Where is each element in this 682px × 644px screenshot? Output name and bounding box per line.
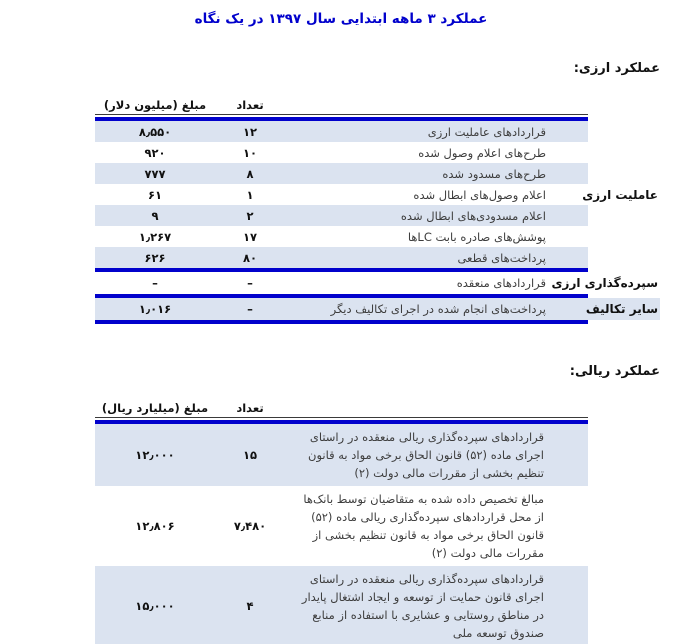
row-desc: طرح‌های مسدود شده	[442, 166, 546, 181]
table-row	[95, 424, 588, 486]
rial-header-amount: مبلغ (میلیارد ریال)	[101, 401, 209, 415]
table-row	[95, 272, 588, 294]
fx-header-amount: مبلغ (میلیون دلار)	[103, 98, 207, 112]
row-amount: ۱٫۰۱۶	[138, 302, 172, 316]
header-rule	[95, 114, 588, 115]
row-count: –	[247, 276, 253, 290]
table-row	[95, 486, 588, 566]
row-count: ۴	[246, 599, 254, 613]
fx-section-heading: عملکرد ارزی:	[573, 61, 660, 76]
rial-header-count: تعداد	[236, 401, 264, 415]
row-desc: پرداخت‌های قطعی	[457, 250, 546, 265]
row-amount: ۶۲۶	[144, 250, 166, 265]
row-amount: ۱۵٫۰۰۰	[135, 599, 175, 613]
row-amount: ۶۱	[147, 187, 163, 202]
header-rule	[95, 417, 588, 418]
page-title: عملکرد ۳ ماهه ابتدایی سال ۱۳۹۷ در یک نگاه	[194, 11, 488, 27]
row-count: ۸	[246, 166, 254, 181]
table-row	[95, 298, 588, 320]
fx-group-deposit-label: سپرده‌گذاری ارزی	[551, 276, 658, 290]
row-desc: مبالغ تخصیص داده شده به متقاضیان توسط بانک‌ها از محل قراردادهای سپرده‌گذاری ریالی ماده (۵۲) قانون الحاق برخی مواد به قانون تنظیم بخشی از مقررات مالی دولت (۲)	[303, 492, 544, 560]
row-amount: ۹۲۰	[144, 145, 166, 160]
fx-table-header	[95, 92, 588, 112]
fx-table	[95, 92, 660, 324]
rial-table	[95, 395, 660, 644]
table-row	[95, 226, 588, 247]
row-desc: قراردادهای سپرده‌گذاری ریالی منعقده در راستای اجرای قانون حمایت از توسعه و ایجاد اشتغال پایدار در مناطق روستایی و عشایری با استفاده از منابع صندوق توسعه ملی	[301, 572, 544, 640]
row-count: ۲	[246, 208, 254, 223]
row-count: ۱۷	[242, 229, 258, 244]
row-count: ۷٫۴۸۰	[233, 519, 267, 533]
row-amount: ۸٫۵۵۰	[138, 124, 172, 139]
row-amount: –	[152, 276, 158, 290]
table-row	[95, 247, 588, 268]
row-amount: ۹	[151, 208, 159, 223]
row-count: ۸۰	[242, 250, 258, 265]
row-desc: قراردادهای منعقده	[456, 276, 546, 290]
fx-group-other-label: سایر تکالیف	[585, 302, 658, 316]
row-amount: ۱۲٫۸۰۶	[135, 519, 175, 533]
table-row	[95, 184, 588, 205]
row-desc: اعلام وصول‌های ابطال شده	[413, 187, 546, 202]
rial-section-heading: عملکرد ریالی:	[569, 364, 660, 379]
table-row	[95, 566, 588, 644]
rial-table-header	[95, 395, 588, 415]
table-row	[95, 163, 588, 184]
table-row	[95, 142, 588, 163]
row-count: –	[247, 302, 253, 316]
row-count: ۱۲	[242, 124, 258, 139]
row-desc: قراردادهای عاملیت ارزی	[427, 124, 546, 139]
row-desc: طرح‌های اعلام وصول شده	[418, 145, 546, 160]
table-row	[95, 205, 588, 226]
row-count: ۱	[246, 187, 254, 202]
table-bottom-rule	[95, 320, 588, 324]
table-row	[95, 121, 588, 142]
row-amount: ۱۲٫۰۰۰	[135, 448, 175, 462]
row-count: ۱۰	[242, 145, 258, 160]
row-desc: قراردادهای سپرده‌گذاری ریالی منعقده در راستای اجرای ماده (۵۲) قانون الحاق برخی مواد به قانون تنظیم بخشی از مقررات مالی دولت (۲)	[308, 430, 544, 480]
fx-group-agency	[95, 121, 660, 268]
row-desc: پرداخت‌های انجام شده در اجرای تکالیف دیگر	[330, 302, 546, 316]
row-desc: اعلام مسدودی‌های ابطال شده	[400, 208, 546, 223]
row-desc: پوشش‌های صادره بابت LCها	[407, 229, 546, 244]
row-count: ۱۵	[242, 448, 258, 462]
row-amount: ۱٫۲۶۷	[138, 229, 172, 244]
row-amount: ۷۷۷	[144, 166, 166, 181]
fx-group-other	[95, 298, 660, 320]
fx-group-agency-label: عاملیت ارزی	[582, 187, 658, 202]
fx-group-deposit	[95, 272, 660, 294]
fx-header-count: تعداد	[236, 98, 264, 112]
